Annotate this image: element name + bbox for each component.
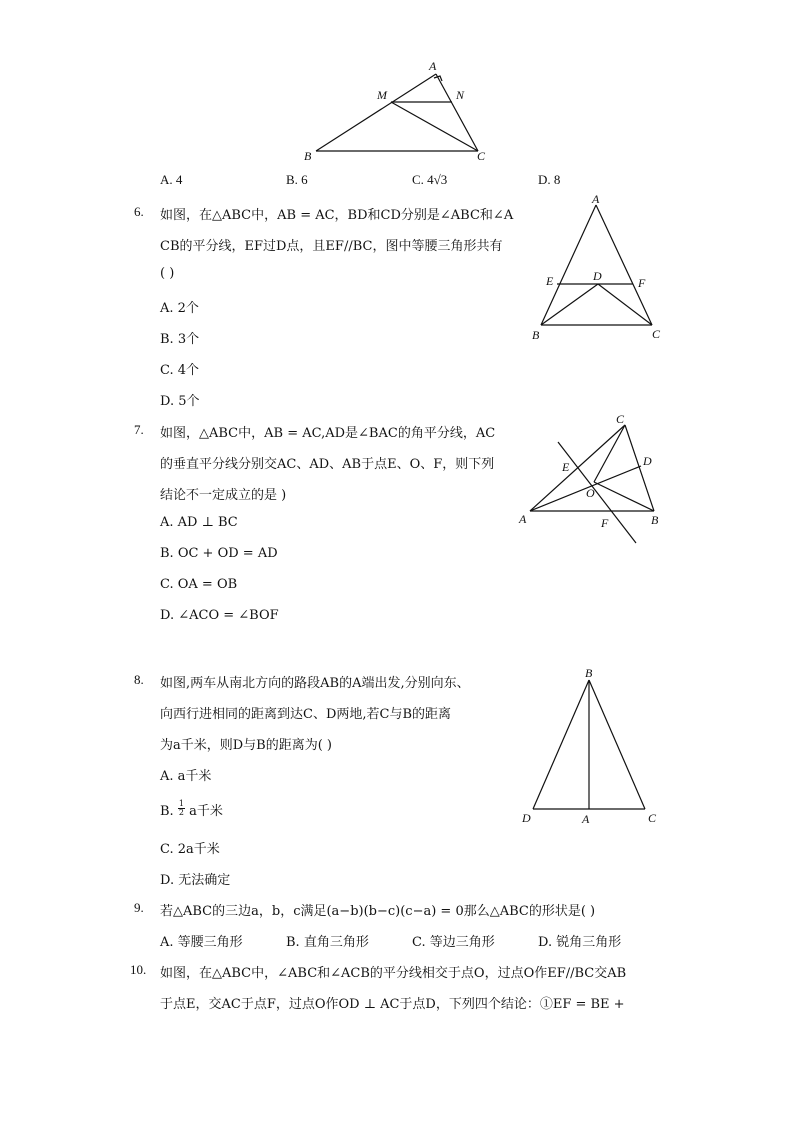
q6-option-d: D. 5个	[160, 394, 200, 409]
q5-label-n: N	[456, 88, 465, 102]
q6-label-e: E	[546, 274, 554, 288]
q8-label-b: B	[585, 666, 593, 680]
q7-label-e: E	[562, 460, 570, 474]
q10-number: 10.	[130, 962, 147, 977]
q5-option-d: D. 8	[538, 172, 561, 187]
q7-label-c: C	[616, 412, 625, 426]
q6-label-d: D	[593, 269, 602, 283]
q7-option-b: B. OC + OD = AD	[160, 546, 278, 561]
q8-label-a: A	[582, 812, 590, 826]
q6-label-f: F	[638, 276, 646, 290]
q6-number: 6.	[134, 204, 144, 219]
q7-label-o: O	[586, 486, 595, 500]
q7-stem-line3: 结论不一定成立的是 )	[160, 488, 287, 503]
q8-stem-line1: 如图,两车从南北方向的路段AB的A端出发,分别向东、	[160, 676, 470, 691]
q9-number: 9.	[134, 900, 144, 915]
q8-option-d: D. 无法确定	[160, 873, 231, 888]
q7-option-a: A. AD ⊥ BC	[160, 515, 238, 530]
q6-option-b: B. 3个	[160, 332, 200, 347]
q6-stem-line3: ( )	[160, 266, 175, 281]
q5-label-a: A	[429, 59, 437, 73]
q8-option-b-numerator: 1	[178, 799, 184, 808]
q6-label-a: A	[592, 192, 600, 206]
q8-stem-line2: 向西行进相同的距离到达C、D两地,若C与B的距离	[160, 707, 452, 722]
q7-label-a: A	[519, 512, 527, 526]
q6-stem-line1: 如图，在△ABC中，AB = AC，BD和CD分别是∠ABC和∠A	[160, 208, 514, 223]
q7-stem-line2: 的垂直平分线分别交AC、AD、AB于点E、O、F，则下列	[160, 457, 495, 472]
q8-label-d: D	[522, 811, 531, 825]
q8-option-b-denominator: 2	[178, 808, 184, 817]
q7-option-d: D. ∠ACO = ∠BOF	[160, 608, 279, 623]
q9-option-c: C. 等边三角形	[412, 935, 495, 950]
q6-label-b: B	[532, 328, 540, 342]
q7-label-b: B	[651, 513, 659, 527]
q5-label-b: B	[304, 149, 312, 163]
q8-option-a: A. a千米	[160, 769, 212, 784]
q5-option-a: A. 4	[160, 172, 183, 187]
q7-option-c: C. OA = OB	[160, 577, 238, 592]
q9-option-b: B. 直角三角形	[286, 935, 369, 950]
q5-label-c: C	[477, 149, 486, 163]
q8-option-b-prefix: B.	[160, 804, 178, 819]
q7-stem-line1: 如图，△ABC中，AB = AC,AD是∠BAC的角平分线，AC	[160, 426, 496, 441]
q6-label-c: C	[652, 327, 661, 341]
q8-number: 8.	[134, 672, 144, 687]
q6-stem-line2: CB的平分线，EF过D点，且EF//BC，图中等腰三角形共有	[160, 239, 503, 254]
q7-number: 7.	[134, 422, 144, 437]
q9-option-d: D. 锐角三角形	[538, 935, 622, 950]
q5-option-b: B. 6	[286, 172, 308, 187]
q6-option-a: A. 2个	[160, 301, 199, 316]
q9-option-a: A. 等腰三角形	[160, 935, 243, 950]
q8-option-b-suffix: a千米	[189, 804, 223, 819]
q6-option-c: C. 4个	[160, 363, 200, 378]
q9-stem-line1: 若△ABC的三边a，b，c满足(a−b)(b−c)(c−a) = 0那么△ABC的形状是( )	[160, 904, 596, 919]
q10-stem-line2: 于点E，交AC于点F，过点O作OD ⊥ AC于点D，下列四个结论：①EF = BE +	[160, 997, 625, 1012]
q7-label-d: D	[643, 454, 652, 468]
q7-label-f: F	[601, 516, 609, 530]
q10-stem-line1: 如图，在△ABC中，∠ABC和∠ACB的平分线相交于点O，过点O作EF//BC交AB	[160, 966, 627, 981]
q5-option-c: C. 4√3	[412, 172, 448, 187]
q5-label-m: M	[377, 88, 387, 102]
q8-stem-line3: 为a千米，则D与B的距离为( )	[160, 738, 333, 753]
q8-label-c: C	[648, 811, 657, 825]
q8-option-c: C. 2a千米	[160, 842, 220, 857]
